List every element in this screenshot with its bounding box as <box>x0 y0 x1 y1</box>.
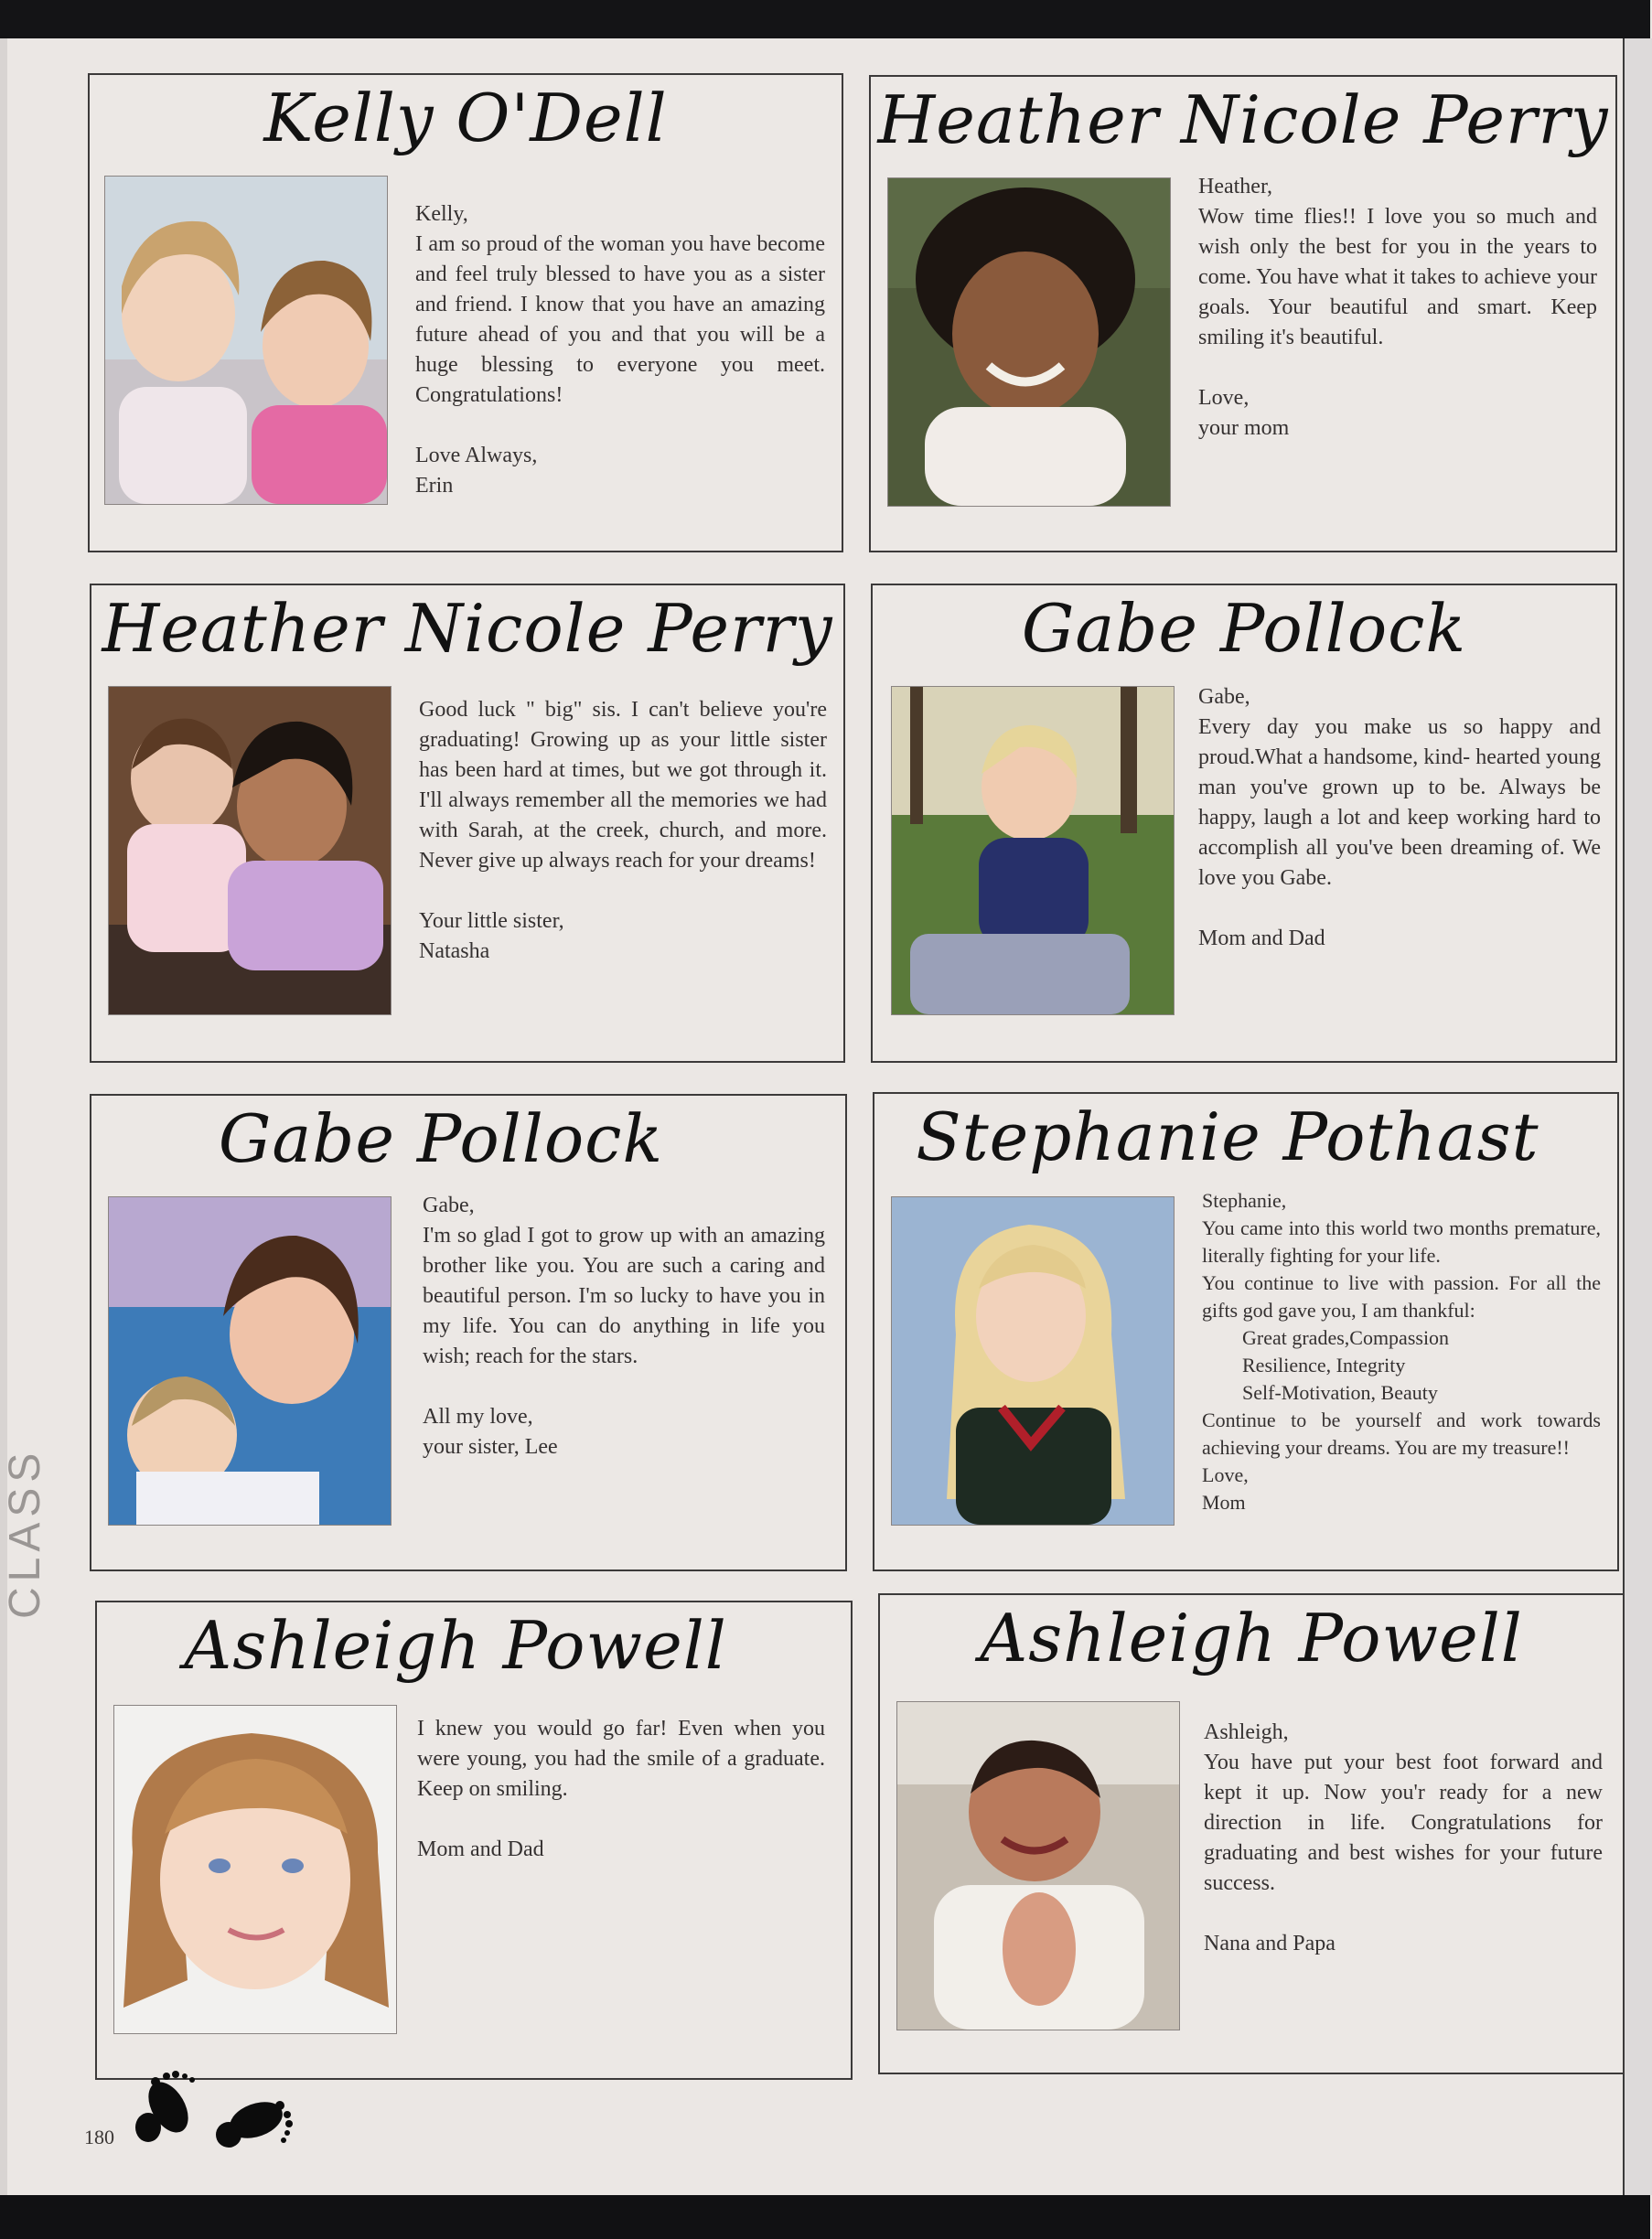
ad-card-heather-perry-mom <box>869 75 1617 552</box>
message-paragraph: Gabe, <box>1198 685 1250 709</box>
closing-line: Your little sister, <box>419 909 564 933</box>
ad-card-kelly-odell <box>88 73 843 552</box>
message-paragraph: Good luck " big" sis. I can't believe you're graduating! Growing up as your little sister has been hard at times, but we got through it. I'll always remember all the memories we had with Sarah, at the creek, church, and more. Never give up always reach for your dreams! <box>419 698 827 873</box>
message-paragraph: You continue to live with passion. For all the gifts god gave you, I am thankful: <box>1202 1271 1601 1322</box>
ad-message <box>1202 1187 1601 1516</box>
page-right-edge <box>1623 38 1652 2195</box>
page-bottom-border <box>0 2195 1650 2239</box>
page-number: 180 <box>84 2126 114 2148</box>
footprints-icon <box>119 2056 302 2151</box>
girl-with-pigtails-photo <box>113 1705 397 2034</box>
toddler-girl-photo <box>887 177 1171 507</box>
message-paragraph: Heather, <box>1198 175 1272 198</box>
list-item: Resilience, Integrity <box>1242 1354 1406 1377</box>
ad-title: Ashleigh Powell <box>980 1600 1523 1677</box>
message-paragraph: Every day you make us so happy and proud.What a handsome, kind- hearted young man you've grown up to be. Always be happy, laugh a lot and keep working hard to accomplish all you've been dreaming of. We love you Gabe. <box>1198 715 1601 890</box>
signature-line: Natasha <box>419 939 490 963</box>
page-top-border <box>0 0 1650 38</box>
message-paragraph: I knew you would go far! Even when you were young, you had the smile of a graduate. Keep on smiling. <box>417 1717 825 1801</box>
ad-card-ashleigh-powell-parents <box>95 1601 853 2080</box>
signature-line: Erin <box>415 474 454 498</box>
ad-title: Gabe Pollock <box>218 1100 664 1177</box>
message-paragraph: You came into this world two months premature, literally fighting for your life. <box>1202 1216 1601 1267</box>
closing-line: Love, <box>1198 386 1250 410</box>
list-item: Self-Motivation, Beauty <box>1242 1381 1438 1404</box>
boy-on-tricycle-photo <box>891 686 1175 1015</box>
ad-message <box>419 695 827 967</box>
ad-message <box>415 199 825 501</box>
closing-line: All my love, <box>423 1405 533 1429</box>
signature-line: Mom and Dad <box>417 1837 544 1861</box>
ad-title: Heather Nicole Perry <box>877 81 1609 158</box>
two-little-sisters-photo <box>108 686 392 1015</box>
message-paragraph: I'm so glad I got to grow up with an amazing brother like you. You are such a caring and beautiful person. I'm so lucky to have you in my life. You can do anything in life you wish; reach for the stars. <box>423 1224 825 1368</box>
ad-card-gabe-pollock-parents <box>871 584 1617 1063</box>
spine-text: CLASS <box>1 1447 49 1619</box>
closing-line: Love Always, <box>415 444 538 467</box>
sister-and-baby-photo <box>108 1196 392 1526</box>
message-paragraph: I am so proud of the woman you have become and feel truly blessed to have you as a sister and friend. I know that you have an amazing future ahead of you and that you will be a huge blessing to everyone you meet. Congratulations! <box>415 232 825 407</box>
signature-line: your sister, Lee <box>423 1435 558 1459</box>
list-item: Great grades,Compassion <box>1242 1326 1450 1349</box>
message-paragraph: Ashleigh, <box>1204 1720 1289 1744</box>
signature-line: Mom and Dad <box>1198 927 1325 950</box>
ad-card-gabe-pollock-sister <box>90 1094 847 1571</box>
closing-line: Love, <box>1202 1463 1249 1486</box>
ad-title: Ashleigh Powell <box>184 1607 727 1684</box>
ad-card-stephanie-pothast <box>873 1092 1619 1571</box>
baby-holding-foot-photo <box>896 1701 1180 2030</box>
message-paragraph: You have put your best foot forward and kept it up. Now you'r ready for a new direction in life. Congratulations for graduating and best wishes for your future success. <box>1204 1751 1603 1895</box>
ad-message <box>1198 682 1601 954</box>
ad-message <box>417 1714 825 1865</box>
two-young-girls-photo <box>104 176 388 505</box>
ad-message <box>423 1191 825 1462</box>
signature-line: Nana and Papa <box>1204 1932 1336 1955</box>
message-paragraph: Stephanie, <box>1202 1189 1287 1212</box>
message-paragraph: Kelly, <box>415 202 468 226</box>
ad-title: Kelly O'Dell <box>263 80 668 156</box>
ad-card-ashleigh-powell-grandparents <box>878 1593 1625 2074</box>
ad-message <box>1198 172 1597 444</box>
ad-title: Stephanie Pothast <box>916 1098 1539 1175</box>
ad-title: Heather Nicole Perry <box>102 590 833 667</box>
blonde-girl-portrait <box>891 1196 1175 1526</box>
message-paragraph: Continue to be yourself and work towards achieving your dreams. You are my treasure!! <box>1202 1409 1601 1459</box>
signature-line: your mom <box>1198 416 1290 440</box>
ad-title: Gabe Pollock <box>1021 590 1467 667</box>
ad-message <box>1204 1718 1603 1959</box>
message-paragraph: Gabe, <box>423 1194 475 1217</box>
ad-card-heather-perry-sister <box>90 584 845 1063</box>
page-left-edge <box>0 38 7 2195</box>
signature-line: Mom <box>1202 1491 1246 1514</box>
message-paragraph: Wow time flies!! I love you so much and wish only the best for you in the years to come. You have what it takes to achieve your goals. Your beautiful and smart. Keep smiling it's beautiful. <box>1198 205 1597 349</box>
